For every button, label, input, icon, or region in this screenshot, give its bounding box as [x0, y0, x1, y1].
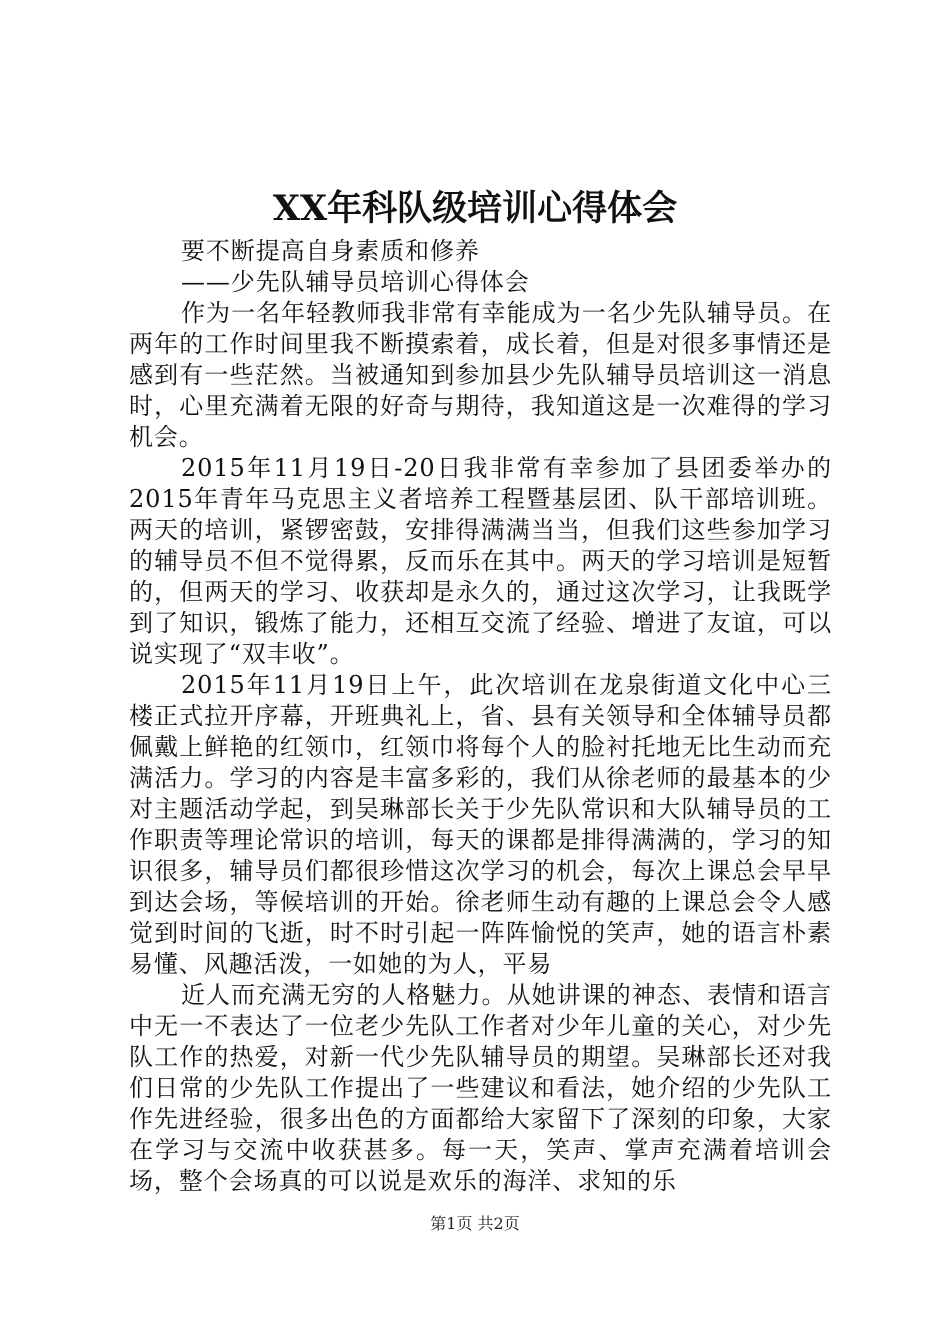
page-number-footer: 第1页 共2页: [430, 1214, 520, 1233]
document-body: [129, 236, 832, 1197]
document-title: XX年科队级培训心得体会: [272, 188, 678, 229]
subtitle-line-2: ——少先队辅导员培训心得体会: [181, 268, 530, 296]
body-paragraph-1: 作为一名年轻教师我非常有幸能成为一名少先队辅导员。在两年的工作时间里我不断摸索着，成长着，但是对很多事情还是感到有一些茫然。当被通知到参加县少先队辅导员培训这一消息时，心里充满着无限的好奇与期待，我知道这是一次难得的学习机会。: [129, 299, 832, 451]
body-paragraph-4: 近人而充满无穷的人格魅力。从她讲课的神态、表情和语言中无一不表达了一位老少先队工作者对少年儿童的关心，对少先队工作的热爱，对新一代少先队辅导员的期望。吴琳部长还对我们日常的少先队工作提出了一些建议和看法，她介绍的少先队工作先进经验，很多出色的方面都给大家留下了深刻的印象，大家在学习与交流中收获甚多。每一天，笑声、掌声充满着培训会场，整个会场真的可以说是欢乐的海洋、求知的乐: [129, 981, 832, 1195]
body-paragraph-3: 2015年11月19日上午，此次培训在龙泉街道文化中心三楼正式拉开序幕，开班典礼上，省、县有关领导和全体辅导员都佩戴上鲜艳的红领巾，红领巾将每个人的脸衬托地无比生动而充满活力。学习的内容是丰富多彩的，我们从徐老师的最基本的少对主题活动学起，到吴琳部长关于少先队常识和大队辅导员的工作职责等理论常识的培训，每天的课都是排得满满的，学习的知识很多，辅导员们都很珍惜这次学习的机会，每次上课总会早早到达会场，等候培训的开始。徐老师生动有趣的上课总会令人感觉到时间的飞逝，时不时引起一阵阵愉悦的笑声，她的语言朴素易懂、风趣活泼，一如她的为人，平易: [129, 671, 832, 978]
subtitle-line-1: 要不断提高自身素质和修养: [181, 237, 480, 265]
body-paragraph-2: 2015年11月19日-20日我非常有幸参加了县团委举办的2015年青年马克思主义者培养工程暨基层团、队干部培训班。两天的培训，紧锣密鼓，安排得满满当当，但我们这些参加学习的辅导员不但不觉得累，反而乐在其中。两天的学习培训是短暂的，但两天的学习、收获却是永久的，通过这次学习，让我既学到了知识，锻炼了能力，还相互交流了经验、增进了友谊，可以说实现了“双丰收”。: [129, 454, 832, 668]
